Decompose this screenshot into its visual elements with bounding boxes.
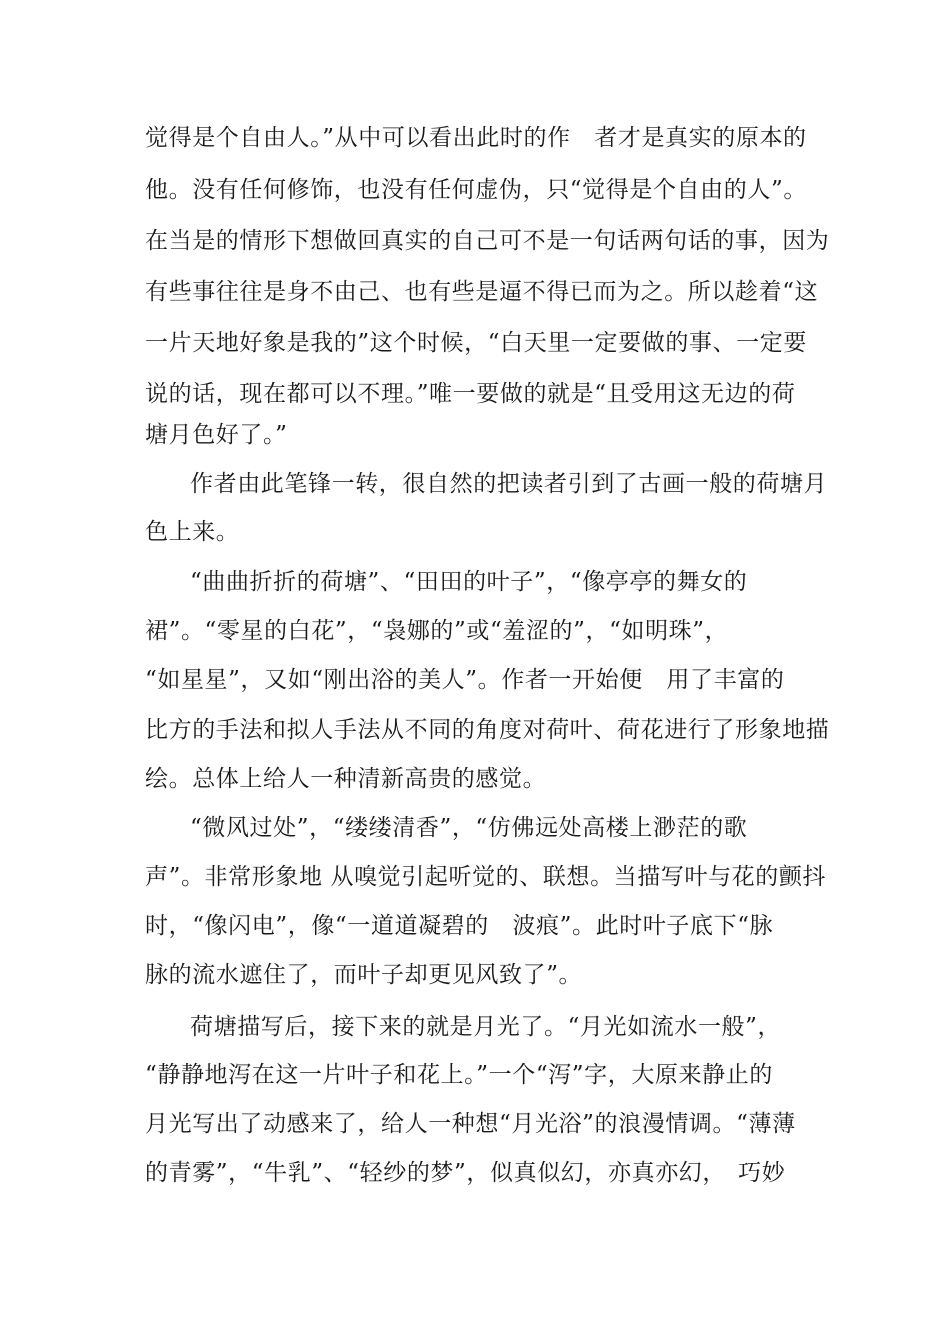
text-line: 觉得是个自由人。”从中可以看出此时的作 者才是真实的原本的 [145,125,807,151]
text-line: 说的话，现在都可以不理。”唯一要做的就是“且受用这无边的荷 [145,381,796,407]
text-line: 时，“像闪电”，像“一道道凝碧的 波痕”。此时叶子底下“脉 [145,913,774,939]
text-line: 裙”。“零星的白花”，“袅娜的”或“羞涩的”，“如明珠”， [145,618,729,644]
text-line: 他。没有任何修饰，也没有任何虚伪，只“觉得是个自由的人”。 [145,177,807,203]
text-line: 一片天地好象是我的”这个时候，“白天里一定要做的事、一定要 [145,330,807,356]
text-line: 荷塘描写后，接下来的就是月光了。“月光如流水一般”， [190,1014,782,1040]
text-line: 脉的流水遮住了，而叶子却更见风致了”。 [145,962,583,988]
text-line: 声”。非常形象地 从嗅觉引起听觉的、联想。当描写叶与花的颤抖 [145,864,827,890]
text-line: “如星星”，又如“刚出浴的美人”。作者一开始便 用了丰富的 [145,667,785,693]
text-line: 比方的手法和拟人手法从不同的角度对荷叶、荷花进行了形象地描 [145,717,830,743]
text-line: 作者由此笔锋一转，很自然的把读者引到了古画一般的荷塘月 [190,471,828,497]
text-line: 在当是的情形下想做回真实的自己可不是一句话两句话的事，因为 [145,228,830,254]
text-line: 月光写出了动感来了，给人一种想“月光浴”的浪漫情调。“薄薄 [145,1111,796,1137]
text-line: 塘月色好了。” [145,422,288,448]
text-line: “微风过处”，“缕缕清香”，“仿佛远处高楼上渺茫的歌 [190,815,748,841]
text-line: 有些事往往是身不由己、也有些是逼不得已而为之。所以趁着“这 [145,279,819,305]
text-line: 绘。总体上给人一种清新高贵的感觉。 [145,766,547,792]
text-line: 的青雾”，“牛乳”、“轻纱的梦”，似真似幻，亦真亦幻， 巧妙 [145,1160,786,1186]
text-line: “曲曲折折的荷塘”、“田田的叶子”，“像亭亭的舞女的 [190,569,748,595]
text-line: 色上来。 [145,519,240,545]
text-line: “静静地泻在这一片叶子和花上。”一个“泻”字，大原来静止的 [145,1062,773,1088]
